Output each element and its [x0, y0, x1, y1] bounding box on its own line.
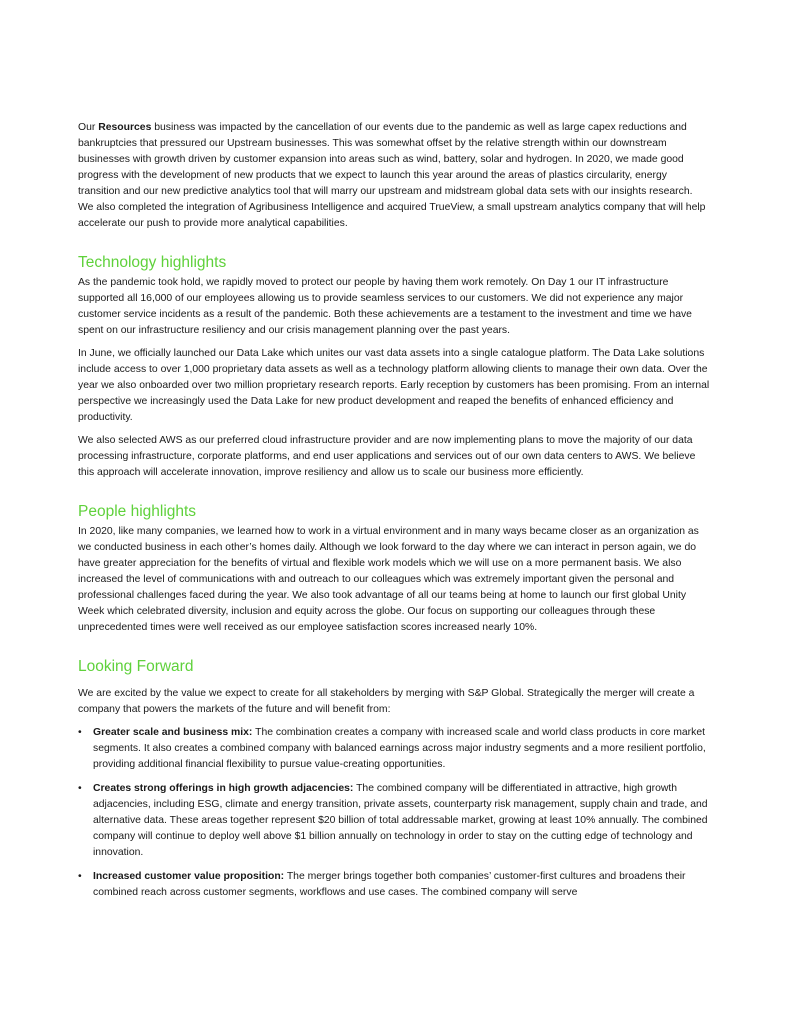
- technology-paragraph: In June, we officially launched our Data Lake which unites our vast data assets into a single catalogue platform. The Data Lake solutions include access to over 1,000 proprietary data assets as well as a technology platform allowing clients to manage their own data. Over the year we also onboarded over two million proprietary research reports. Early reception by customers has been promising. From an internal perspective we increasingly used the Data Lake for new product development and reaped the benefits of enhanced efficiency and productivity.: [78, 348, 710, 423]
- bullet-icon: •: [78, 727, 82, 738]
- list-item: [78, 869, 710, 901]
- list-item: [78, 781, 710, 861]
- technology-heading: Technology highlights: [78, 254, 227, 271]
- resources-lead: Our: [78, 122, 99, 133]
- page-content: [78, 120, 710, 909]
- bullet-title: Greater scale and business mix:: [93, 727, 253, 738]
- people-paragraph: In 2020, like many companies, we learned how to work in a virtual environment and in many ways became closer as an organization as we conducted business in each other’s homes daily. Although we look forward to the day where we can interact in person again, we do have greater appreciation for the benefits of virtual and flexible work models which we will use on a more permanent basis. We also increased the level of communications with and outreach to our colleagues which was extremely important given the personal and professional challenges faced during the year. We also took advantage of all our teams being at home to launch our first global Unity Week which celebrated diversity, inclusion and equity across the globe. Our focus on supporting our colleagues through these unprecedented times were well received as our employee satisfaction scores increased nearly 10%.: [78, 526, 699, 633]
- resources-text: business was impacted by the cancellation of our events due to the pandemic as well as large capex reductions and bankruptcies that pressured our Upstream businesses. This was somewhat offset by the relative strength within our downstream businesses with growth driven by customer expansion into areas such as wind, battery, solar and hydrogen. In 2020, we made good progress with the development of new products that we expect to launch this year around the areas of plastics circularity, energy transition and our new predictive analytics tool that will marry our upstream and midstream global data sets with our insights research. We also completed the integration of Agribusiness Intelligence and acquired TrueView, a small upstream analytics company that will help accelerate our push to provide more analytical capabilities.: [78, 122, 706, 229]
- resources-bold-term: Resources: [98, 122, 152, 133]
- benefits-list: [78, 725, 710, 901]
- bullet-text: The merger brings together both companies’ customer-first cultures and broadens their combined reach across customer segments, workflows and use cases. The combined company will serve: [93, 871, 686, 898]
- bullet-text: The combination creates a company with increased scale and world class products in core market segments. It also creates a combined company with balanced earnings across major industry segments and a more resilient portfolio, providing additional financial flexibility to pursue value-creating opportunities.: [93, 727, 706, 770]
- looking-forward-intro: We are excited by the value we expect to create for all stakeholders by merging with S&P Global. Strategically the merger will create a company that powers the markets of the future and will benefit from:: [78, 688, 695, 715]
- list-item: [78, 725, 710, 773]
- technology-paragraph: As the pandemic took hold, we rapidly moved to protect our people by having them work remotely. On Day 1 our IT infrastructure supported all 16,000 of our employees allowing us to provide seamless services to our customers. We did not experience any major customer service incidents as a result of the pandemic. Both these achievements are a testament to the investment and time we have spent on our infrastructure resiliency and our crisis management planning over the past years.: [78, 277, 692, 336]
- technology-paragraph: We also selected AWS as our preferred cloud infrastructure provider and are now implementing plans to move the majority of our data processing infrastructure, corporate platforms, and end user applications and services out of our own data centers to AWS. We believe this approach will accelerate innovation, improve resiliency and allow us to scale our business more efficiently.: [78, 435, 696, 478]
- bullet-title: Increased customer value proposition:: [93, 871, 285, 882]
- looking-forward-section: [78, 657, 710, 901]
- people-heading: People highlights: [78, 503, 197, 520]
- people-section: [78, 502, 710, 636]
- bullet-icon: •: [78, 783, 82, 794]
- resources-paragraph: [78, 120, 710, 232]
- bullet-title: Creates strong offerings in high growth adjacencies:: [93, 783, 354, 794]
- bullet-text: The combined company will be differentiated in attractive, high growth adjacencies, including ESG, climate and energy transition, private assets, counterparty risk management, supply chain and trade, and alternative data. These areas together represent $20 billion of total addressable market, growing at least 10% annually. The combined company will continue to deploy well above $1 billion annually on technology in order to stay on the cutting edge of technology and innovation.: [93, 783, 708, 858]
- looking-forward-heading: Looking Forward: [78, 658, 194, 675]
- technology-section: [78, 253, 710, 481]
- bullet-icon: •: [78, 871, 82, 882]
